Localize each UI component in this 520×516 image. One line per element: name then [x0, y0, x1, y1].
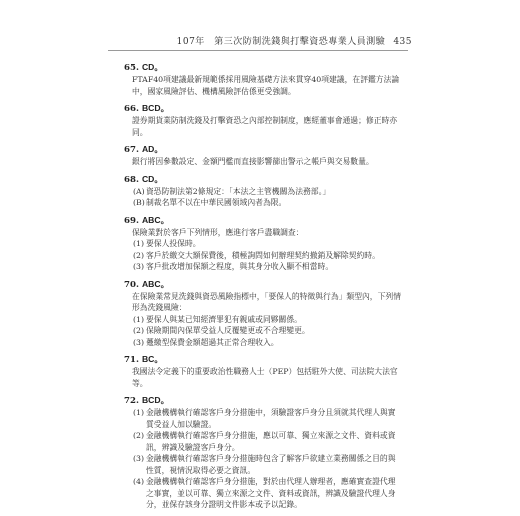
answer-key: BCD。: [141, 103, 170, 113]
question-number-label: 69.: [124, 215, 139, 226]
answer-item: [0, 173, 520, 209]
subitem-text: 躉繳型保費金額超過其正常合理收入。: [146, 337, 279, 347]
subitem-marker: (3): [133, 454, 145, 463]
explanation-subitem: [0, 337, 402, 349]
explanation-paragraph: 我國法令定義下的重要政治性職務人士（PEP）包括駐外大使、司法院大法官等。: [132, 367, 398, 388]
subitem-text: 資恐防制法第2條規定：「本法之主管機關為法務部。」: [146, 186, 331, 196]
question-number: [0, 61, 520, 74]
answer-item: [0, 143, 520, 168]
explanation-subitem: [0, 430, 402, 453]
subitem-text: 金融機構執行確認客戶身分措施中，須驗證客戶身分且須就其代理人與實質受益人加以驗證。: [146, 408, 396, 429]
subitem-marker: (1): [133, 314, 145, 324]
subitem-marker: (B): [133, 198, 145, 207]
answer-key: BCD。: [141, 395, 170, 405]
subitem-marker: (2): [133, 250, 145, 260]
explanation-subitem: [0, 476, 402, 511]
question-number: [0, 143, 520, 156]
subitem-text: 要保人與某已知經濟罪犯有親戚或同夥關係。: [146, 314, 302, 324]
subitem-text: 客戶於繳交大額保費後，積極詢問如何辦理契約撤銷及解除契約時。: [146, 250, 380, 260]
question-number-label: 71.: [124, 355, 139, 365]
question-number-label: 67.: [124, 145, 139, 155]
subitem-text: 金融機構執行確認客戶身分措施，對於由代理人辦理者，應確實查證代理之事實，並以可靠、獨立來源之文件、資料或資訊，辨識及驗證代理人身分，並保存該身分證明文件影本或予以記錄。: [146, 477, 396, 509]
answer-item: [0, 214, 520, 273]
answer-key: ABC。: [141, 214, 170, 225]
answer-item: [0, 102, 520, 138]
subitem-text: 客戶批改增加保額之程度，與其身分收入顯不相當時。: [146, 262, 334, 271]
page-header: [0, 34, 412, 47]
explanation-subitem: [0, 407, 402, 430]
explanation-paragraph: 在保險業常見洗錢與資恐風險指標中，「要保人的特徵與行為」類型內，下列情形為洗錢風險：: [132, 291, 401, 312]
explanation-paragraph: 證券期貨業防制洗錢及打擊資恐之內部控制制度，應經董事會通過；修正時亦同。: [132, 116, 398, 137]
answer-list: [0, 61, 520, 516]
explanation-paragraph: 保險業對於客戶下列情形，應進行客戶盡職調查：: [132, 227, 304, 237]
answer-key: CD。: [141, 62, 163, 72]
question-number: [0, 394, 520, 407]
subitem-marker: (1): [133, 239, 145, 248]
subitem-marker: (3): [133, 337, 145, 347]
question-number: [0, 278, 520, 291]
explanation-subitem: [0, 238, 402, 250]
explanation-subitem: [0, 325, 402, 337]
header-rule: [108, 50, 408, 51]
subitem-text: 金融機構執行確認客戶身分措施，應以可靠、獨立來源之文件、資料或資訊，辨識及驗證客戶身分。: [146, 431, 396, 452]
answer-key: AD。: [141, 144, 163, 154]
explanation-subitem: [0, 261, 402, 273]
subitem-text: 金融機構執行確認客戶身分措施時包含了解客戶欲建立業務關係之目的與性質，視情況取得必要之資訊。: [146, 454, 396, 475]
explanation-paragraph: 銀行將因參數設定、金額門檻而直接影響篩出警示之帳戶與交易數量。: [132, 157, 374, 166]
subitem-marker: (2): [133, 326, 145, 335]
subitem-marker: (1): [133, 408, 145, 417]
answer-item: [0, 61, 520, 97]
subitem-text: 保險期間內保單受益人反覆變更或不合理變更。: [146, 326, 310, 335]
question-number: [0, 173, 520, 186]
question-number: [0, 353, 520, 366]
answer-key: ABC。: [141, 278, 170, 289]
question-number-label: 65.: [124, 63, 139, 73]
explanation-subitem: [0, 197, 402, 209]
subitem-text: 要保人投保時。: [146, 239, 201, 248]
answer-item: [0, 353, 520, 389]
question-number-label: 66.: [124, 104, 139, 114]
explanation-subitem: [0, 453, 402, 476]
subitem-marker: (4): [133, 477, 145, 486]
explanation-paragraph: FTAF40項建議最新規範係採用風險基礎方法來貫穿40項建議，在評鑑方法論中，國家風險評估、機構風險評估係更受強調。: [132, 75, 400, 96]
subitem-marker: (2): [133, 431, 145, 440]
subitem-marker: (3): [133, 262, 145, 271]
page-number: 435: [393, 37, 412, 47]
question-number-label: 70.: [124, 279, 139, 290]
answer-item: [0, 278, 520, 349]
answer-key: BC。: [141, 354, 163, 364]
header-title: 107年 第三次防制洗錢與打擊資恐專業人員測驗: [176, 37, 386, 47]
explanation-subitem: [0, 186, 402, 198]
question-number: [0, 214, 520, 227]
question-number: [0, 102, 520, 115]
subitem-marker: (A): [133, 186, 145, 196]
explanation-subitem: [0, 314, 402, 326]
answer-key: CD。: [141, 173, 163, 184]
explanation-subitem: [0, 250, 402, 262]
subitem-text: 制裁名單不以在中華民國領域內者為限。: [146, 198, 287, 207]
question-number-label: 68.: [124, 174, 139, 185]
answer-item: [0, 394, 520, 511]
question-number-label: 72.: [124, 396, 139, 406]
